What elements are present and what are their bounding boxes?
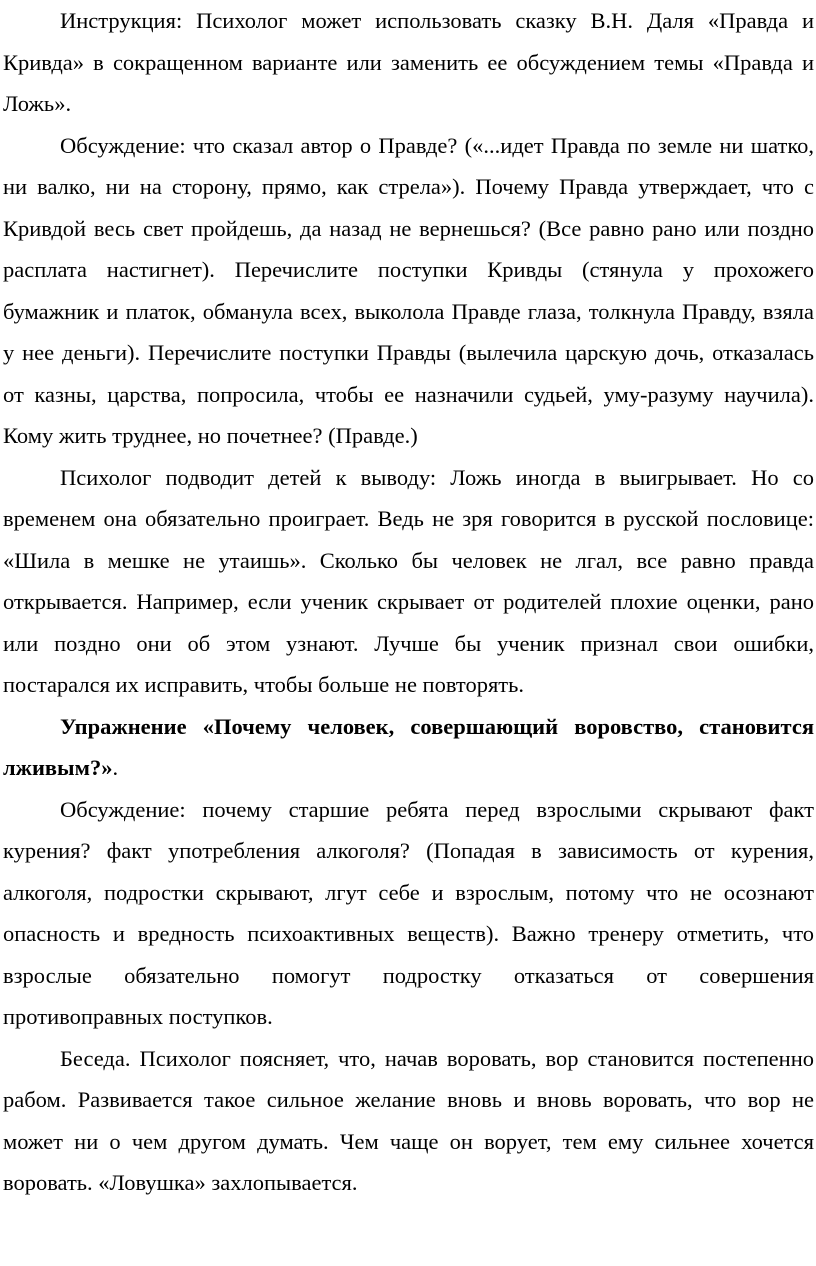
- exercise-heading-period: .: [112, 755, 119, 780]
- exercise-heading-title: Упражнение «Почему человек, совершающий воровство, становится лживым?»: [3, 713, 814, 780]
- paragraph-conversation: Беседа. Психолог поясняет, что, начав воровать, вор становится постепенно рабом. Развивается такое сильное желание вновь и вновь воровать, что вор не может ни о чем другом думать. Чем чаще он ворует, тем ему сильнее хочется воровать. «Ловушка» захлопывается.: [3, 1045, 814, 1195]
- paragraph-discussion-smoking: Обсуждение: почему старшие ребята перед взрослыми скрывают факт курения? факт употребления алкоголя? (Попадая в зависимость от курения, алкоголя, подростки скрывают, лгут себе и взрослым, потому что не осознают опасность и вредность психоактивных веществ). Важно тренеру отметить, что взрослые обязательно помогут подростку отказаться от совершения противоправных поступков.: [3, 796, 814, 1029]
- paragraph-discussion-truth: Обсуждение: что сказал автор о Правде? («...идет Правда по земле ни шатко, ни валко, ни на сторону, прямо, как стрела»). Почему Правда утверждает, что с Кривдой весь свет пройдешь, да назад не вернешься? (Все равно рано или поздно расплата настигнет). Перечислите поступки Кривды (стянула у прохожего бумажник и платок, обманула всех, выколола Правде глаза, толкнула Правду, взяла у нее деньги). Перечислите поступки Правды (вылечила царскую дочь, отказалась от казны, царства, попросила, чтобы ее назначили судьей, уму-разуму научила). Кому жить труднее, но почетнее? (Правде.): [3, 132, 814, 448]
- paragraph-conclusion: Психолог подводит детей к выводу: Ложь иногда в выигрывает. Но со временем она обязательно проиграет. Ведь не зря говорится в русской пословице: «Шила в мешке не утаишь». Сколько бы человек не лгал, все равно правда открывается. Например, если ученик скрывает от родителей плохие оценки, рано или поздно они об этом узнают. Лучше бы ученик признал свои ошибки, постарался их исправить, чтобы больше не повторять.: [3, 464, 814, 697]
- paragraph-instruction: Инструкция: Психолог может использовать сказку В.Н. Даля «Правда и Кривда» в сокращенном варианте или заменить ее обсуждением темы «Правда и Ложь».: [3, 8, 814, 116]
- exercise-heading: [3, 706, 814, 789]
